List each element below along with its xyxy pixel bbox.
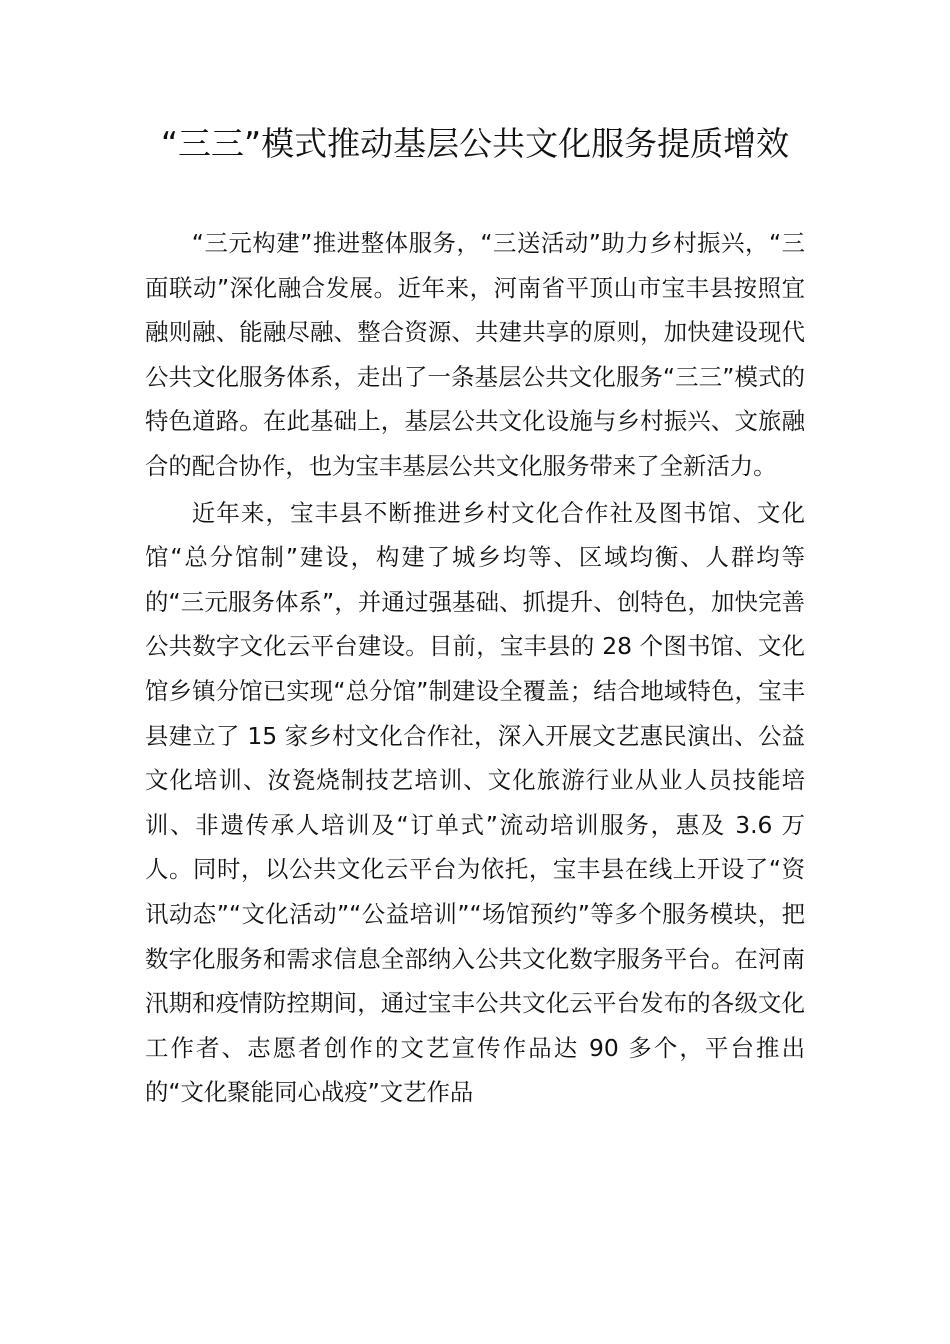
article-body xyxy=(145,221,805,1115)
article-title: “三三”模式推动基层公共文化服务提质增效 xyxy=(160,124,790,163)
paragraph-2: 近年来，宝丰县不断推进乡村文化合作社及图书馆、文化馆“总分馆制”建设，构建了城乡均等、区域均衡、人群均等的“三元服务体系”，并通过强基础、抓提升、创特色，加快完善公共数字文化云平台建设。目前，宝丰县的 28 个图书馆、文化馆乡镇分馆已实现“总分馆”制建设全覆盖；结合地域特色，宝丰县建立了 15 家乡村文化合作社，深入开展文艺惠民演出、公益文化培训、汝瓷烧制技艺培训、文化旅游行业从业人员技能培训、非遗传承人培训及“订单式”流动培训服务，惠及 3.6 万人。同时，以公共文化云平台为依托，宝丰县在线上开设了“资讯动态”“文化活动”“公益培训”“场馆预约”等多个服务模块，把数字化服务和需求信息全部纳入公共文化数字服务平台。在河南汛期和疫情防控期间，通过宝丰公共文化云平台发布的各级文化工作者、志愿者创作的文艺宣传作品达 90 多个，平台推出的“文化聚能同心战疫”文艺作品 xyxy=(145,498,805,1107)
paragraph-1: “三元构建”推进整体服务，“三送活动”助力乡村振兴，“三面联动”深化融合发展。近年来，河南省平顶山市宝丰县按照宜融则融、能融尽融、整合资源、共建共享的原则，加快建设现代公共文化服务体系，走出了一条基层公共文化服务“三三”模式的特色道路。在此基础上，基层公共文化设施与乡村振兴、文旅融合的配合协作，也为宝丰基层公共文化服务带来了全新活力。 xyxy=(145,229,805,480)
